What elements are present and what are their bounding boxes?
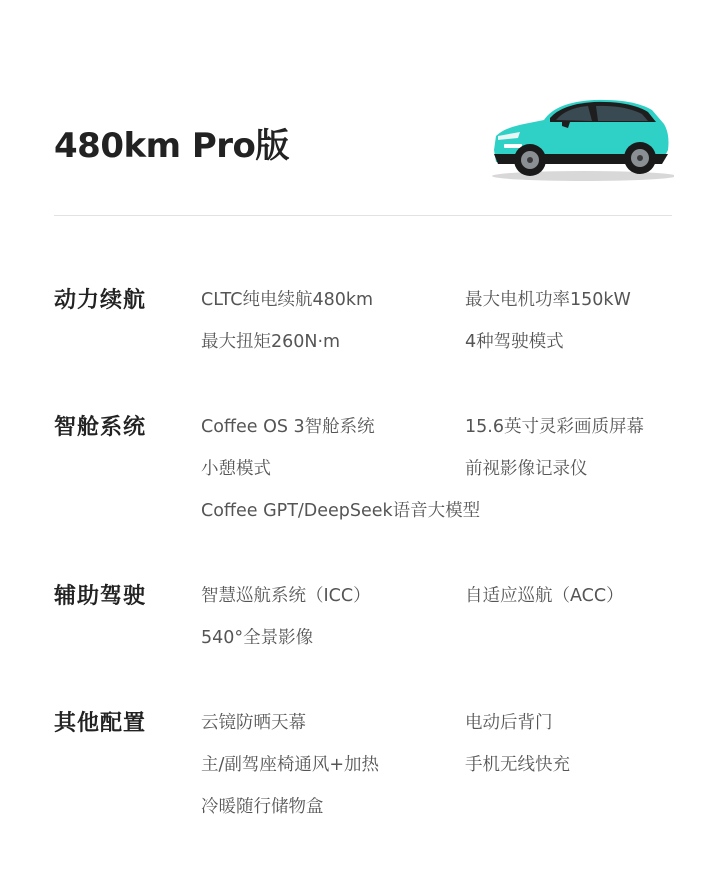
section-title: 动力续航	[54, 288, 147, 313]
feature-item: CLTC纯电续航480km	[201, 290, 374, 310]
feature-item: 智慧巡航系统（ICC）	[201, 586, 371, 606]
feature-item: 15.6英寸灵彩画质屏幕	[465, 417, 644, 437]
feature-item: 540°全景影像	[201, 628, 314, 648]
section-title: 其他配置	[54, 711, 147, 736]
feature-item: Coffee GPT/DeepSeek语音大模型	[201, 501, 481, 521]
section-title: 辅助驾驶	[54, 584, 147, 609]
feature-item: 最大扭矩260N·m	[201, 332, 341, 352]
feature-item: 主/副驾座椅通风+加热	[201, 755, 380, 775]
feature-item: 电动后背门	[465, 713, 553, 733]
feature-item: 云镜防晒天幕	[201, 713, 306, 733]
feature-item: 冷暖随行储物盒	[201, 797, 324, 817]
feature-item: 小憩模式	[201, 459, 271, 479]
page-title: 480km Pro版	[54, 126, 289, 166]
feature-item: 4种驾驶模式	[465, 332, 564, 352]
feature-item: 手机无线快充	[465, 755, 570, 775]
car-image	[484, 88, 674, 184]
feature-item: 最大电机功率150kW	[465, 290, 631, 310]
section-title: 智舱系统	[54, 415, 147, 440]
feature-item: 前视影像记录仪	[465, 459, 588, 479]
page-header	[0, 0, 725, 216]
header-divider	[54, 215, 672, 216]
feature-item: Coffee OS 3智舱系统	[201, 417, 375, 437]
feature-item: 自适应巡航（ACC）	[465, 586, 624, 606]
